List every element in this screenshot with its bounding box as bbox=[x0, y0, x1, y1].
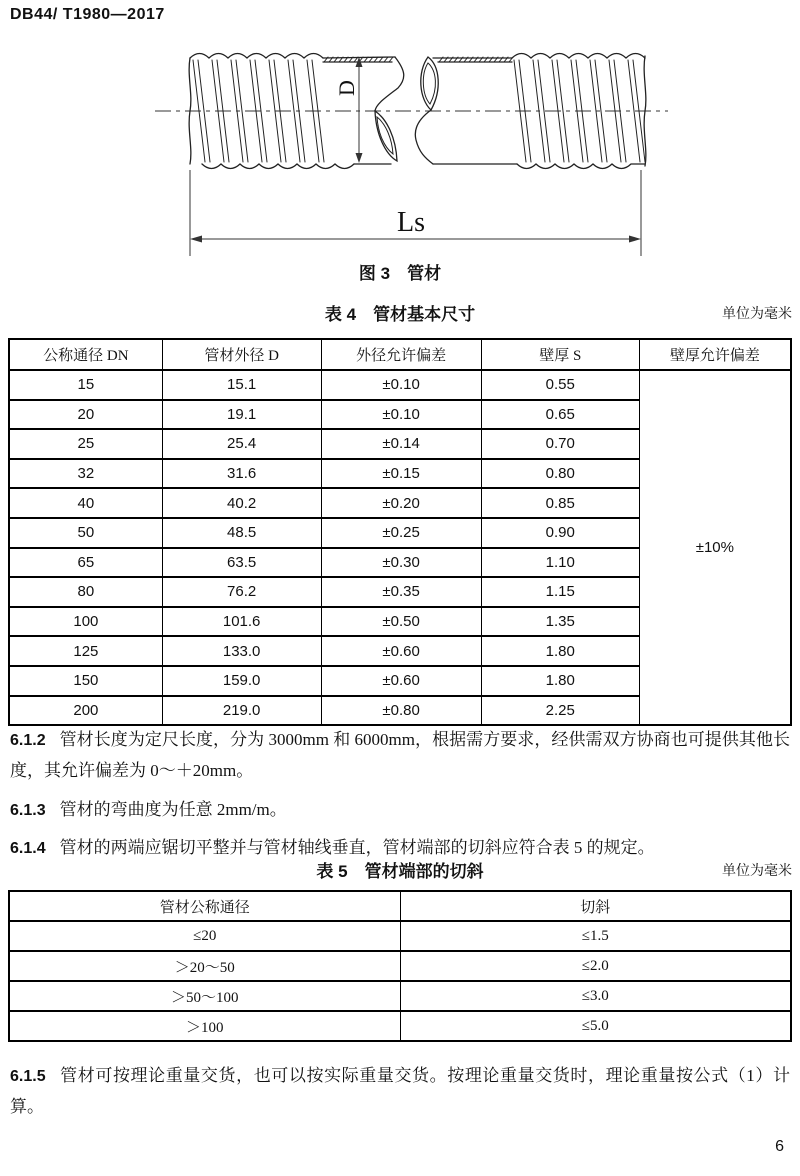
table-cell: 1.80 bbox=[481, 666, 639, 696]
table-row bbox=[9, 921, 791, 951]
pipe-corrugation-bottom-left bbox=[202, 164, 354, 169]
dim-ls-arrow-left bbox=[190, 236, 202, 243]
table-cell: 40.2 bbox=[162, 488, 321, 518]
table-row bbox=[9, 1011, 791, 1041]
table-cell: 159.0 bbox=[162, 666, 321, 696]
table-cell: 15 bbox=[9, 370, 162, 400]
dim-ls-label: Ls bbox=[397, 207, 425, 238]
figure-caption: 图 3 管材 bbox=[358, 264, 442, 283]
table-cell: 80 bbox=[9, 577, 162, 607]
pipe-corrugation-top-left bbox=[190, 54, 323, 59]
pipe-break-curve-right bbox=[415, 110, 433, 164]
table-cell: 125 bbox=[9, 636, 162, 666]
table-cell: 65 bbox=[9, 548, 162, 578]
table-cell: ≤20 bbox=[9, 921, 400, 951]
table-cell: 15.1 bbox=[162, 370, 321, 400]
table-cell: 150 bbox=[9, 666, 162, 696]
table4-caption-bar bbox=[8, 300, 792, 322]
table-cell: 63.5 bbox=[162, 548, 321, 578]
pipe-break-lens-right-inner bbox=[423, 63, 435, 104]
table-cell: ±0.50 bbox=[321, 607, 481, 637]
table-cell: ≤2.0 bbox=[400, 951, 791, 981]
table-cell: ≤1.5 bbox=[400, 921, 791, 951]
column-header: 壁厚 S bbox=[481, 339, 639, 370]
table-cell: 48.5 bbox=[162, 518, 321, 548]
table-cell: ±0.20 bbox=[321, 488, 481, 518]
table-cell: ±0.60 bbox=[321, 666, 481, 696]
clause-text: 管材长度为定尺长度，分为 3000mm 和 6000mm，根据需方要求，经供需双方协商也可提供其他长度，其允许偏差为 0～＋20mm。 bbox=[10, 730, 790, 780]
table-cell: 2.25 bbox=[481, 696, 639, 726]
table-cell: ±0.25 bbox=[321, 518, 481, 548]
table-cell: 0.55 bbox=[481, 370, 639, 400]
clause-text: 管材的两端应锯切平整并与管材轴线垂直，管材端部的切斜应符合表 5 的规定。 bbox=[59, 838, 655, 857]
pipe-break-curve-left bbox=[375, 57, 404, 111]
table-row bbox=[9, 951, 791, 981]
table-row bbox=[9, 370, 791, 400]
table-cell: ±0.35 bbox=[321, 577, 481, 607]
table-cell: 101.6 bbox=[162, 607, 321, 637]
table-cell: ±0.80 bbox=[321, 696, 481, 726]
table-cell: 1.15 bbox=[481, 577, 639, 607]
table-cell: 1.35 bbox=[481, 607, 639, 637]
column-header: 管材公称通径 bbox=[9, 891, 400, 921]
table-cell: 0.65 bbox=[481, 400, 639, 430]
table-cell: 200 bbox=[9, 696, 162, 726]
table5-title: 表 5 管材端部的切斜 bbox=[316, 862, 484, 881]
table-cell: 1.80 bbox=[481, 636, 639, 666]
table-cell: ＞20～50 bbox=[9, 951, 400, 981]
clause-number: 6.1.4 bbox=[10, 840, 46, 857]
dim-d-label: D bbox=[334, 80, 359, 96]
clause-6-1-5 bbox=[10, 1061, 790, 1122]
table-cell: ＞100 bbox=[9, 1011, 400, 1041]
table-cell: 20 bbox=[9, 400, 162, 430]
table-cell: ±0.10 bbox=[321, 370, 481, 400]
table-cell: 25.4 bbox=[162, 429, 321, 459]
clause-text: 管材可按理论重量交货，也可以按实际重量交货。按理论重量交货时，理论重量按公式（1）计算。 bbox=[10, 1066, 790, 1116]
table-cell: 32 bbox=[9, 459, 162, 489]
pipe-right-end-edge bbox=[644, 56, 646, 166]
table-cell: ±0.10 bbox=[321, 400, 481, 430]
table5-unit-note: 单位为毫米 bbox=[722, 864, 792, 879]
table-cell: 25 bbox=[9, 429, 162, 459]
column-header: 切斜 bbox=[400, 891, 791, 921]
table-cell: 0.70 bbox=[481, 429, 639, 459]
table4-header-row bbox=[9, 339, 791, 370]
column-header: 管材外径 D bbox=[162, 339, 321, 370]
table-cell: 31.6 bbox=[162, 459, 321, 489]
table5-end-cut-skew bbox=[8, 890, 792, 1042]
clause-text: 管材的弯曲度为任意 2mm/m。 bbox=[59, 800, 287, 819]
column-header: 壁厚允许偏差 bbox=[639, 339, 791, 370]
table-cell: 219.0 bbox=[162, 696, 321, 726]
table-cell: ≤5.0 bbox=[400, 1011, 791, 1041]
table4-title: 表 4 管材基本尺寸 bbox=[324, 305, 476, 324]
table-cell: 100 bbox=[9, 607, 162, 637]
table-cell: ＞50～100 bbox=[9, 981, 400, 1011]
table-cell: ±0.60 bbox=[321, 636, 481, 666]
table-cell: 19.1 bbox=[162, 400, 321, 430]
column-header: 外径允许偏差 bbox=[321, 339, 481, 370]
table-cell: 0.85 bbox=[481, 488, 639, 518]
page-number: 6 bbox=[775, 1138, 784, 1155]
table-row bbox=[9, 981, 791, 1011]
clause-6-1-2 bbox=[10, 725, 790, 786]
table-cell: 76.2 bbox=[162, 577, 321, 607]
table-cell: 40 bbox=[9, 488, 162, 518]
table-cell: 133.0 bbox=[162, 636, 321, 666]
clause-number: 6.1.5 bbox=[10, 1068, 46, 1085]
column-header: 公称通径 DN bbox=[9, 339, 162, 370]
dim-ls-arrow-right bbox=[629, 236, 641, 243]
pipe-corrugation-top-right bbox=[512, 54, 645, 59]
clause-6-1-3 bbox=[10, 795, 790, 826]
table4-pipe-dimensions bbox=[8, 338, 792, 726]
table-cell: 1.10 bbox=[481, 548, 639, 578]
clause-number: 6.1.2 bbox=[10, 732, 46, 749]
pipe-left-end-edge bbox=[189, 58, 191, 164]
merged-tolerance-cell: ±10% bbox=[639, 370, 791, 725]
table-cell: 0.90 bbox=[481, 518, 639, 548]
document-code-header: DB44/ T1980—2017 bbox=[10, 6, 165, 23]
table-cell: ±0.14 bbox=[321, 429, 481, 459]
table4-unit-note: 单位为毫米 bbox=[722, 307, 792, 322]
table-cell: ±0.30 bbox=[321, 548, 481, 578]
table-cell: ±0.15 bbox=[321, 459, 481, 489]
table5-caption-bar bbox=[8, 857, 792, 879]
dim-d-arrow-down bbox=[356, 153, 363, 163]
table-cell: 50 bbox=[9, 518, 162, 548]
table-cell: 0.80 bbox=[481, 459, 639, 489]
clause-number: 6.1.3 bbox=[10, 802, 46, 819]
pipe-corrugation-bottom-right bbox=[517, 164, 645, 169]
pipe-figure bbox=[0, 0, 800, 300]
table-cell: ≤3.0 bbox=[400, 981, 791, 1011]
table5-header-row bbox=[9, 891, 791, 921]
